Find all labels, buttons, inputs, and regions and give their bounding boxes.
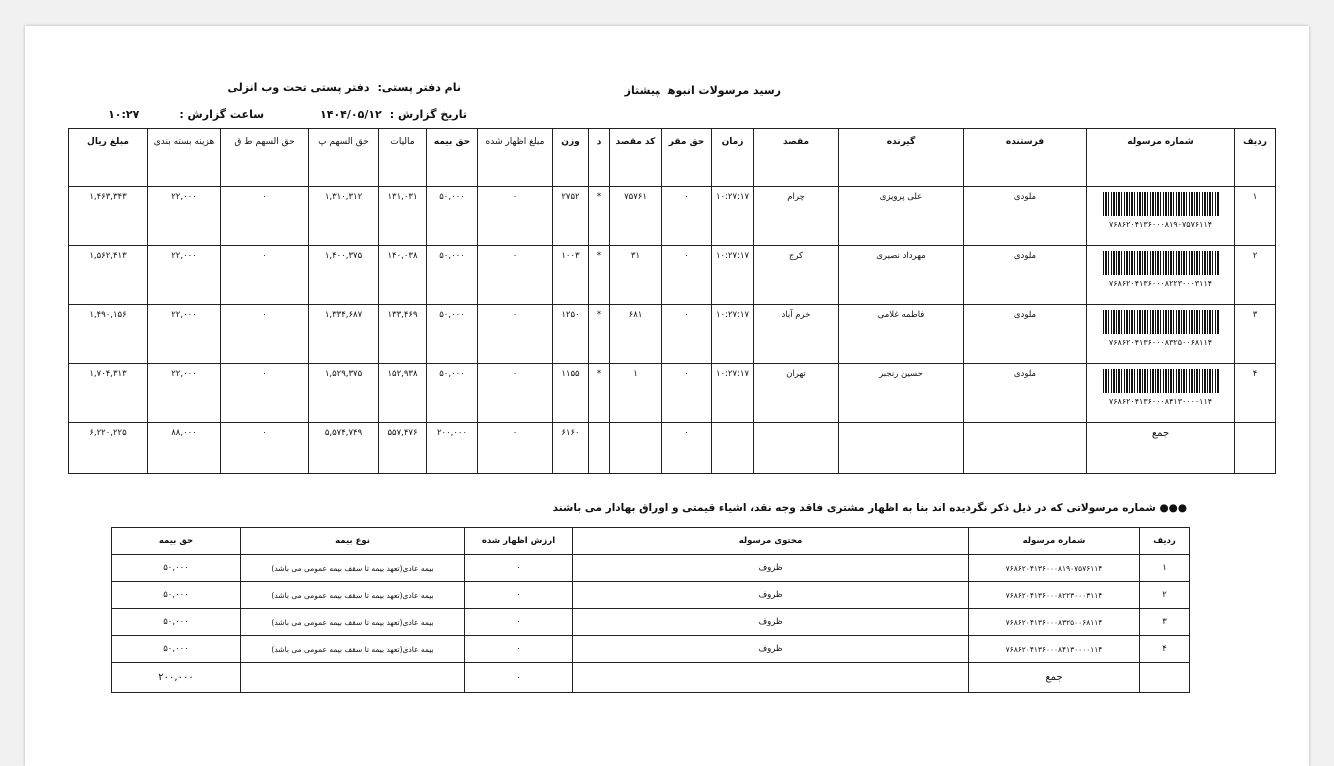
cell: ۱,۴۰۰,۳۷۵ [309,246,379,305]
sum-vazn: ۶۱۶۰ [553,423,589,474]
cell: * [589,246,610,305]
cell: کرج [754,246,839,305]
col-mablagh-ezhar: مبلغ اظهار شده [478,129,553,187]
cell: ۰ [465,555,573,582]
cell: ۱ [1235,187,1276,246]
cell: ۵۰,۰۰۰ [427,246,478,305]
cell: ۴ [1235,364,1276,423]
sum-haq-maqar: ۰ [662,423,712,474]
ins-col-arzesh: ارزش اظهار شده [465,528,573,555]
cell: ۱ [1140,555,1190,582]
table-row [112,636,1190,663]
cell: ملودی [964,305,1087,364]
sum-mablagh-rial: ۶,۲۲۰,۲۲۵ [69,423,148,474]
cell: ظروف [573,636,969,663]
cell: ۱۱۵۵ [553,364,589,423]
cell: ۵۰,۰۰۰ [112,636,241,663]
col-shomare: شماره مرسوله [1087,129,1235,187]
receipt-title [617,84,781,97]
cell: ۲ [1140,582,1190,609]
col-vazn: وزن [553,129,589,187]
table-row [112,582,1190,609]
cell: ۵۰,۰۰۰ [112,555,241,582]
ins-sum-haq-bime: ۲۰۰,۰۰۰ [112,663,241,693]
cell: ۰ [662,246,712,305]
barcode-cell [1087,364,1235,423]
cell: ۰ [662,364,712,423]
cell: خرم آباد [754,305,839,364]
table-row [69,364,1276,423]
cell: ۲ [1235,246,1276,305]
cell: ۲۲,۰۰۰ [148,364,221,423]
col-radif: ردیف [1235,129,1276,187]
col-haq-sahm-tq: حق السهم ط ق [221,129,309,187]
cell: ظروف [573,582,969,609]
cell: ۰ [478,364,553,423]
table-row [69,246,1276,305]
cell: ۷۶۸۶۲۰۴۱۳۶۰۰۰۸۳۲۵۰۰۶۸۱۱۴ [969,609,1140,636]
cell: ملودی [964,364,1087,423]
shipment-number: ۷۶۸۶۲۰۴۱۳۶۰۰۰۸۴۱۳۰۰۰۰۱۱۴ [1108,397,1213,406]
cell: ۱,۳۳۴,۶۸۷ [309,305,379,364]
sum-maliat: ۵۵۷,۴۷۶ [379,423,427,474]
shipment-number: ۷۶۸۶۲۰۴۱۳۶۰۰۰۸۲۲۳۰۰۰۳۱۱۴ [1108,279,1213,288]
cell: ۱۲۵۰ [553,305,589,364]
col-kod-maqsad: کد مقصد [610,129,662,187]
cell: * [589,187,610,246]
valuables-note: ●●● شماره مرسولاتی که در ذیل ذکر نگردیده اند بنا به اظهار مشتری فاقد وجه نقد، اشیاء قیمتی و اوراق بهادار می باشند [552,502,1187,514]
cell: ۳ [1235,305,1276,364]
cell: علی پرویزی [839,187,964,246]
cell: ۷۵۷۶۱ [610,187,662,246]
cell: ملودی [964,246,1087,305]
receipt-type: پیشتاز [624,84,660,97]
ins-col-radif: ردیف [1140,528,1190,555]
shipments-table [68,128,1276,474]
cell [754,423,839,474]
ins-sum-label: جمع [969,663,1140,693]
table-row [69,187,1276,246]
cell: ۲۲,۰۰۰ [148,187,221,246]
cell: ۲۲,۰۰۰ [148,246,221,305]
cell [589,423,610,474]
cell: ۱ [610,364,662,423]
ins-sum-ezhar: ۰ [465,663,573,693]
ins-col-haq-bime: حق بیمه [112,528,241,555]
report-page [25,26,1309,766]
cell [241,663,465,693]
cell: * [589,305,610,364]
cell: ۰ [465,636,573,663]
sum-mablagh-ezhar: ۰ [478,423,553,474]
barcode-image [1103,251,1219,275]
cell: بیمه عادی(تعهد بیمه تا سقف بیمه عمومی می باشد) [241,555,465,582]
cell: بیمه عادی(تعهد بیمه تا سقف بیمه عمومی می باشد) [241,582,465,609]
office-name [219,81,461,94]
cell: ۱۰:۲۷:۱۷ [712,246,754,305]
cell: ۵۰,۰۰۰ [427,364,478,423]
cell: ۴ [1140,636,1190,663]
cell: ۰ [465,609,573,636]
col-maliat: مالیات [379,129,427,187]
cell: مهرداد نصیری [839,246,964,305]
cell: ۱,۵۲۹,۳۷۵ [309,364,379,423]
table-row [112,555,1190,582]
col-maqsad: مقصد [754,129,839,187]
cell: ۳۱ [610,246,662,305]
cell: حسین رنجبر [839,364,964,423]
insurance-header-row [112,528,1190,555]
cell: ۱,۵۶۲,۴۱۳ [69,246,148,305]
cell: ۱,۷۰۴,۳۱۳ [69,364,148,423]
cell: ملودی [964,187,1087,246]
office-label: نام دفتر پستی: [377,81,461,94]
cell: ۰ [221,246,309,305]
cell: ۰ [221,305,309,364]
cell [712,423,754,474]
col-zaman: زمان [712,129,754,187]
barcode-cell [1087,246,1235,305]
cell: ۱,۳۱۰,۳۱۲ [309,187,379,246]
shipment-number: ۷۶۸۶۲۰۴۱۳۶۰۰۰۸۳۲۵۰۰۶۸۱۱۴ [1108,338,1213,347]
ins-col-shomare: شماره مرسوله [969,528,1140,555]
sum-haq-sahm-tq: ۰ [221,423,309,474]
cell: ۷۶۸۶۲۰۴۱۳۶۰۰۰۸۴۱۳۰۰۰۰۱۱۴ [969,636,1140,663]
barcode-cell [1087,305,1235,364]
col-haq-sahm-p: حق السهم پ [309,129,379,187]
cell: ۱۳۳,۴۶۹ [379,305,427,364]
cell: بیمه عادی(تعهد بیمه تا سقف بیمه عمومی می باشد) [241,636,465,663]
cell [964,423,1087,474]
cell: ۱,۴۶۳,۳۴۳ [69,187,148,246]
cell: ظروف [573,555,969,582]
table-row [69,305,1276,364]
cell: ۰ [662,187,712,246]
col-mablagh-rial: مبلغ ریال [69,129,148,187]
cell: ۰ [478,246,553,305]
cell: ۰ [662,305,712,364]
cell: ۷۶۸۶۲۰۴۱۳۶۰۰۰۸۱۹۰۷۵۷۶۱۱۴ [969,555,1140,582]
cell [610,423,662,474]
cell: ۰ [478,305,553,364]
barcode-cell [1087,187,1235,246]
cell: ۱,۴۹۰,۱۵۶ [69,305,148,364]
cell: ۶۸۱ [610,305,662,364]
sum-row [69,423,1276,474]
cell: ۵۰,۰۰۰ [112,609,241,636]
time-value: ۱۰:۲۷ [108,108,140,121]
cell: ۰ [478,187,553,246]
col-d: د [589,129,610,187]
cell [1140,663,1190,693]
col-ferestande: فرستنده [964,129,1087,187]
cell: تهران [754,364,839,423]
insurance-table [111,527,1190,693]
cell: ۱۰:۲۷:۱۷ [712,364,754,423]
shipments-header-row [69,129,1276,187]
sum-hazine: ۸۸,۰۰۰ [148,423,221,474]
cell: ۰ [221,364,309,423]
date-label: تاریخ گزارش : [389,108,467,121]
cell: ۲۷۵۲ [553,187,589,246]
cell: ۱۰:۲۷:۱۷ [712,187,754,246]
barcode-image [1103,310,1219,334]
time-label: ساعت گزارش : [179,108,265,121]
shipment-number: ۷۶۸۶۲۰۴۱۳۶۰۰۰۸۱۹۰۷۵۷۶۱۱۴ [1108,220,1213,229]
cell: ۵۰,۰۰۰ [427,187,478,246]
cell: ۱۰۰۳ [553,246,589,305]
report-date [100,108,467,121]
cell: ۱۵۲,۹۳۸ [379,364,427,423]
cell: * [589,364,610,423]
receipt-title-text: رسید مرسولات انبوه [667,84,781,97]
office-value: دفتر پستی تحت وب انزلی [227,81,370,94]
cell [839,423,964,474]
cell: ۰ [221,187,309,246]
sum-haq-bime: ۲۰۰,۰۰۰ [427,423,478,474]
col-haq-maqar: حق مقر [662,129,712,187]
cell [1235,423,1276,474]
col-haq-bime: حق بیمه [427,129,478,187]
cell: چرام [754,187,839,246]
col-hazine: هزینه بسته بندی [148,129,221,187]
cell: بیمه عادی(تعهد بیمه تا سقف بیمه عمومی می باشد) [241,609,465,636]
cell: ظروف [573,609,969,636]
barcode-image [1103,369,1219,393]
cell: ۱۳۱,۰۳۱ [379,187,427,246]
table-row [112,609,1190,636]
cell: ۷۶۸۶۲۰۴۱۳۶۰۰۰۸۲۲۳۰۰۰۳۱۱۴ [969,582,1140,609]
cell: ۰ [465,582,573,609]
cell: ۳ [1140,609,1190,636]
cell: ۲۲,۰۰۰ [148,305,221,364]
insurance-sum-row [112,663,1190,693]
col-girande: گیرنده [839,129,964,187]
cell: ۵۰,۰۰۰ [112,582,241,609]
barcode-image [1103,192,1219,216]
sum-label: جمع [1087,423,1235,474]
date-value: ۱۴۰۴/۰۵/۱۲ [320,108,382,121]
cell: ۵۰,۰۰۰ [427,305,478,364]
ins-col-noe-bime: نوع بیمه [241,528,465,555]
sum-haq-sahm-p: ۵,۵۷۴,۷۴۹ [309,423,379,474]
cell: ۱۰:۲۷:۱۷ [712,305,754,364]
ins-col-mohtava: محتوی مرسوله [573,528,969,555]
cell: فاطمه غلامی [839,305,964,364]
cell [573,663,969,693]
cell: ۱۴۰,۰۳۸ [379,246,427,305]
